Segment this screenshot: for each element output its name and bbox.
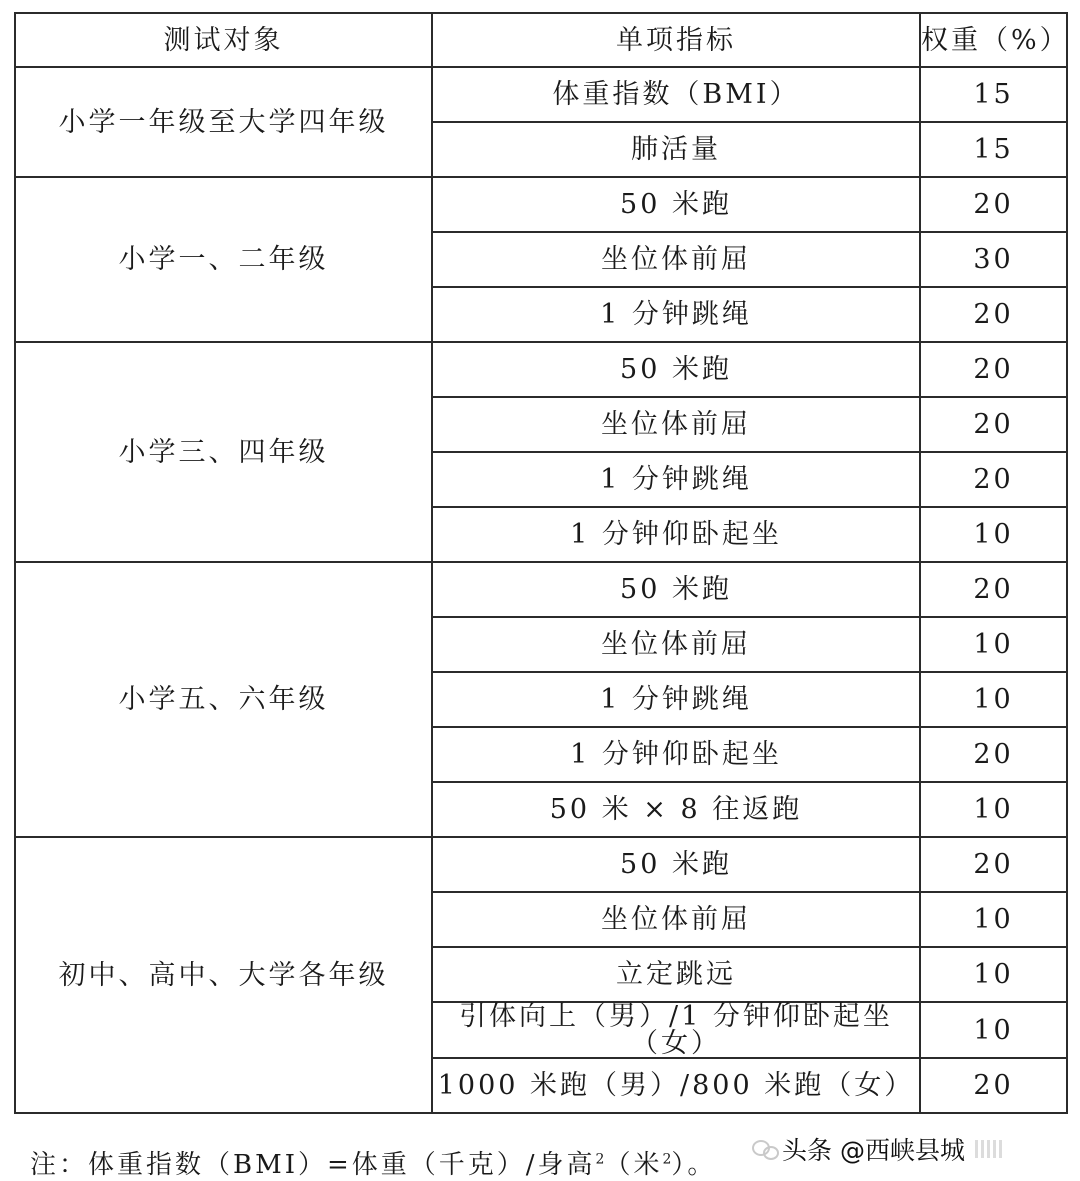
weight-table <box>14 12 1068 1114</box>
table-row <box>15 837 1067 892</box>
indicator-cell: 50 米跑 <box>432 342 920 397</box>
table-row <box>15 67 1067 122</box>
weight-cell: 10 <box>920 672 1067 727</box>
indicator-cell: 1 分钟仰卧起坐 <box>432 727 920 782</box>
footnote-exponent-1: 2 <box>595 1151 605 1168</box>
table-header-row <box>15 13 1067 67</box>
indicator-cell: 1000 米跑（男）/800 米跑（女） <box>432 1058 920 1113</box>
indicator-cell: 50 米 × 8 往返跑 <box>432 782 920 837</box>
weight-cell: 10 <box>920 507 1067 562</box>
indicator-cell: 引体向上（男）/1 分钟仰卧起坐（女） <box>432 1002 920 1058</box>
weight-cell: 10 <box>920 782 1067 837</box>
test-target-cell: 小学一、二年级 <box>15 177 432 342</box>
weight-cell: 10 <box>920 617 1067 672</box>
weight-cell: 10 <box>920 1002 1067 1058</box>
test-target-cell: 小学一年级至大学四年级 <box>15 67 432 177</box>
footnote-suffix: ）。 <box>671 1150 717 1180</box>
table-body <box>15 67 1067 1113</box>
indicator-cell: 坐位体前屈 <box>432 232 920 287</box>
indicator-cell: 坐位体前屈 <box>432 397 920 452</box>
indicator-cell: 肺活量 <box>432 122 920 177</box>
footnote <box>30 1144 716 1181</box>
weight-cell: 20 <box>920 397 1067 452</box>
weight-cell: 15 <box>920 67 1067 122</box>
header-weight: 权重（%） <box>920 13 1067 67</box>
indicator-cell: 体重指数（BMI） <box>432 67 920 122</box>
test-target-cell: 小学五、六年级 <box>15 562 432 837</box>
weight-cell: 20 <box>920 342 1067 397</box>
indicator-cell: 1 分钟跳绳 <box>432 672 920 727</box>
weight-cell: 20 <box>920 452 1067 507</box>
weight-cell: 20 <box>920 287 1067 342</box>
weight-cell: 20 <box>920 177 1067 232</box>
footnote-middle: （米 <box>604 1150 663 1180</box>
footnote-prefix: 注：体重指数（BMI）=体重（千克）/身高 <box>30 1150 596 1180</box>
indicator-cell: 立定跳远 <box>432 947 920 1002</box>
indicator-cell: 50 米跑 <box>432 562 920 617</box>
table-row <box>15 177 1067 232</box>
weight-cell: 20 <box>920 727 1067 782</box>
watermark-text: 头条 @西峡县城 <box>782 1136 965 1165</box>
indicator-cell: 1 分钟仰卧起坐 <box>432 507 920 562</box>
weight-cell: 20 <box>920 562 1067 617</box>
weight-cell: 10 <box>920 892 1067 947</box>
watermark-bars-icon <box>975 1140 1002 1158</box>
indicator-cell: 坐位体前屈 <box>432 617 920 672</box>
footnote-exponent-2: 2 <box>662 1151 672 1168</box>
indicator-cell: 1 分钟跳绳 <box>432 452 920 507</box>
header-item: 单项指标 <box>432 13 920 67</box>
table-row <box>15 562 1067 617</box>
weight-cell: 30 <box>920 232 1067 287</box>
weight-cell: 20 <box>920 837 1067 892</box>
test-target-cell: 小学三、四年级 <box>15 342 432 562</box>
weight-cell: 20 <box>920 1058 1067 1113</box>
indicator-cell: 50 米跑 <box>432 177 920 232</box>
indicator-cell: 坐位体前屈 <box>432 892 920 947</box>
weight-cell: 15 <box>920 122 1067 177</box>
watermark <box>752 1128 1002 1170</box>
indicator-cell: 50 米跑 <box>432 837 920 892</box>
table-row <box>15 342 1067 397</box>
header-target: 测试对象 <box>15 13 432 67</box>
wechat-icon <box>752 1138 778 1160</box>
weight-cell: 10 <box>920 947 1067 1002</box>
indicator-cell: 1 分钟跳绳 <box>432 287 920 342</box>
test-target-cell: 初中、高中、大学各年级 <box>15 837 432 1113</box>
